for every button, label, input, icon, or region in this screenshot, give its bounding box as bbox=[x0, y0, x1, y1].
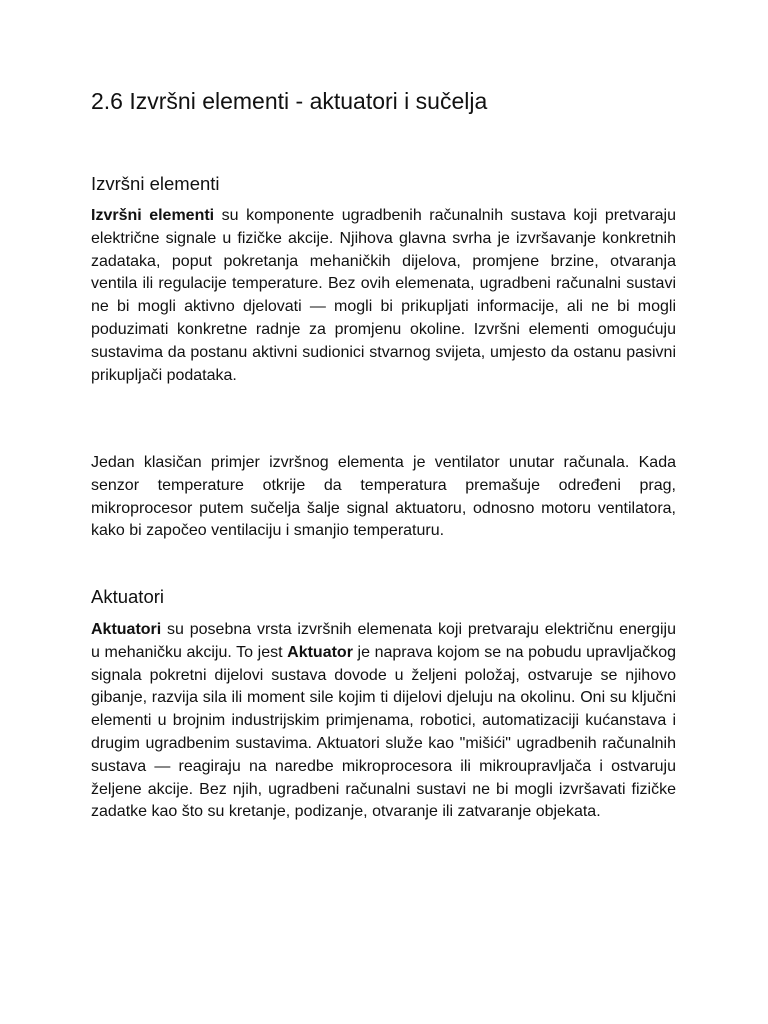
bold-term-aktuatori: Aktuatori bbox=[91, 621, 162, 638]
paragraph-text: su posebna vrsta izvršnih elemenata koji pretvaraju električnu energiju u mehaničku akciju. To jest bbox=[91, 621, 676, 661]
page-title: 2.6 Izvršni elementi - aktuatori i sučelja bbox=[91, 88, 488, 114]
paragraph-text: su komponente ugradbenih računalnih sustava koji pretvaraju električne signale u fizičke akcije. Njihova glavna svrha je izvršavanje konkretnih zadataka, poput pokretanja mehaničkih dijelova, promjene brzine, otvaranja ventila ili regulacije temperature. Bez ovih elemenata, ugradbeni računalni sustavi ne bi mogli aktivno djelovati — mogli bi prikupljati informacije, ali ne bi mogli poduzimati konkretne radnje za promjenu okoline. Izvršni elementi omogućuju sustavima da postanu aktivni sudionici stvarnog svijeta, umjesto da ostanu pasivni prikupljači podataka. bbox=[91, 207, 677, 384]
bold-term-aktuator: Aktuator bbox=[287, 643, 353, 661]
section-heading-izvrsni-elementi: Izvršni elementi bbox=[91, 173, 220, 194]
bold-term-izvrsni-elementi: Izvršni elementi bbox=[91, 207, 215, 224]
section-heading-aktuatori: Aktuatori bbox=[91, 586, 165, 607]
paragraph-ventilator-example: Jedan klasičan primjer izvršnog elementa je ventilator unutar računala. Kada senzor temperature otkrije da temperatura premašuje određeni prag, mikroprocesor putem sučelja šalje signal aktuatoru, odnosno motoru ventilatora, kako bi započeo ventilaciju i smanjio temperaturu. bbox=[91, 454, 676, 540]
paragraph-izvrsni-elementi-definition bbox=[91, 205, 676, 387]
paragraph-aktuatori-definition bbox=[91, 619, 676, 824]
paragraph-text: je naprava kojom se na pobudu upravljačkog signala pokretni dijelovi sustava dovode u željeni položaj, ostvaruje se njihovo gibanje, razvija sila ili moment sile kojim ti dijelovi djeluju na okolinu. Oni su ključni elementi u brojnim industrijskim primjenama, robotici, automatizaciji kućanstava i drugim ugradbenim sustavima. Aktuatori služe kao "mišići" ugradbenih računalnih sustava — reagiraju na naredbe mikroprocesora ili mikroupravljača i ostvaruju željene akcije. Bez njih, ugradbeni računalni sustavi ne bi mogli izvršavati fizičke zadatke kao što su kretanje, podizanje, otvaranje ili zatvaranje objekata. bbox=[91, 643, 676, 821]
